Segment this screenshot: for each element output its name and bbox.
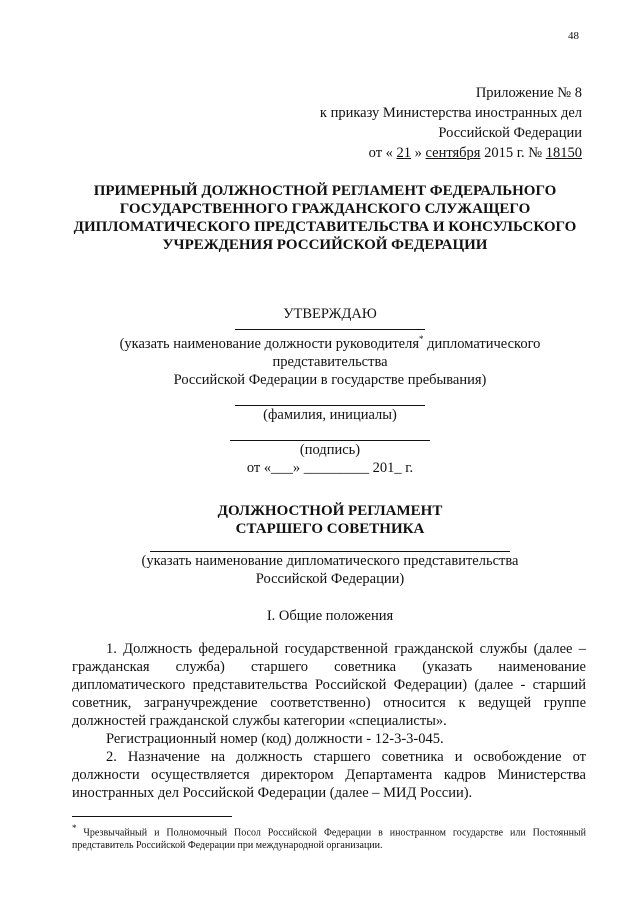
title-line-2: ГОСУДАРСТВЕННОГО ГРАЖДАНСКОГО СЛУЖАЩЕГО	[119, 201, 531, 217]
footnote-divider	[72, 816, 232, 817]
footnote-mark-bottom: *	[72, 823, 77, 833]
approval-block	[70, 305, 590, 477]
paragraph-1: 1. Должность федеральной государственной гражданской службы (далее – гражданская служба) старшего советника (указать наименование дипломатического представительства Российской Федерации) (далее - старший советник, загранучреждение соответственно) относится к ведущей группе должностей гражданской службы категории «специалисты».	[72, 641, 586, 729]
representation-caption-1: (указать наименование дипломатического представительства	[141, 553, 519, 569]
approve-heading: УТВЕРЖДАЮ	[283, 306, 377, 322]
appendix-header	[262, 83, 582, 163]
regulation-title-line-2: СТАРШЕГО СОВЕТНИКА	[235, 521, 425, 537]
title-line-4: УЧРЕЖДЕНИЯ РОССИЙСКОЙ ФЕДЕРАЦИИ	[162, 237, 488, 253]
footnote	[72, 822, 586, 852]
position-caption	[70, 330, 590, 353]
position-caption-tail: дипломатического	[423, 335, 541, 352]
date-prefix: от «	[368, 145, 393, 161]
page-number: 48	[568, 30, 579, 42]
document-title	[60, 182, 590, 254]
paragraph-3: 2. Назначение на должность старшего советника и освобождение от должности осуществляется директором Департамента кадров Министерства иностранных дел Российской Федерации (далее – МИД России).	[72, 749, 586, 801]
position-caption-line-3: Российской Федерации в государстве пребывания)	[173, 371, 487, 388]
signature-caption: (подпись)	[299, 441, 361, 458]
paragraph-2: Регистрационный номер (код) должности - 12-3-3-045.	[106, 731, 444, 747]
approve-date-line: от «___» _________ 201_ г.	[246, 459, 414, 476]
title-line-3: ДИПЛОМАТИЧЕСКОГО ПРЕДСТАВИТЕЛЬСТВА И КОНСУЛЬСКОГО	[73, 219, 577, 235]
representation-block	[80, 551, 580, 588]
regulation-title-line-1: ДОЛЖНОСТНОЙ РЕГЛАМЕНТ	[217, 503, 443, 519]
representation-caption-2: Российской Федерации)	[255, 571, 405, 587]
date-mid: »	[414, 145, 422, 161]
appendix-order-ref: к приказу Министерства иностранных дел	[319, 105, 582, 121]
footnote-mark: *	[419, 334, 424, 344]
date-month: сентября	[425, 145, 481, 161]
appendix-country: Российской Федерации	[438, 125, 582, 141]
date-day: 21	[396, 145, 412, 161]
name-caption: (фамилия, инициалы)	[263, 406, 397, 423]
regulation-title	[90, 502, 570, 538]
position-caption-line-2: представительства	[272, 353, 388, 370]
footnote-text: Чрезвычайный и Полномочный Посол Российской Федерации в иностранном государстве или Постоянный представитель Российской Федерации при международной организации.	[72, 827, 586, 852]
appendix-date-line	[262, 143, 582, 163]
section-title: I. Общие положения	[266, 608, 394, 624]
appendix-number: Приложение № 8	[475, 85, 582, 101]
body-text	[72, 640, 586, 802]
title-line-1: ПРИМЕРНЫЙ ДОЛЖНОСТНОЙ РЕГЛАМЕНТ ФЕДЕРАЛЬНОГО	[93, 183, 557, 199]
position-caption-start: (указать наименование должности руководителя	[119, 335, 420, 352]
date-year: 2015 г. №	[484, 145, 543, 161]
order-number: 18150	[545, 145, 582, 161]
